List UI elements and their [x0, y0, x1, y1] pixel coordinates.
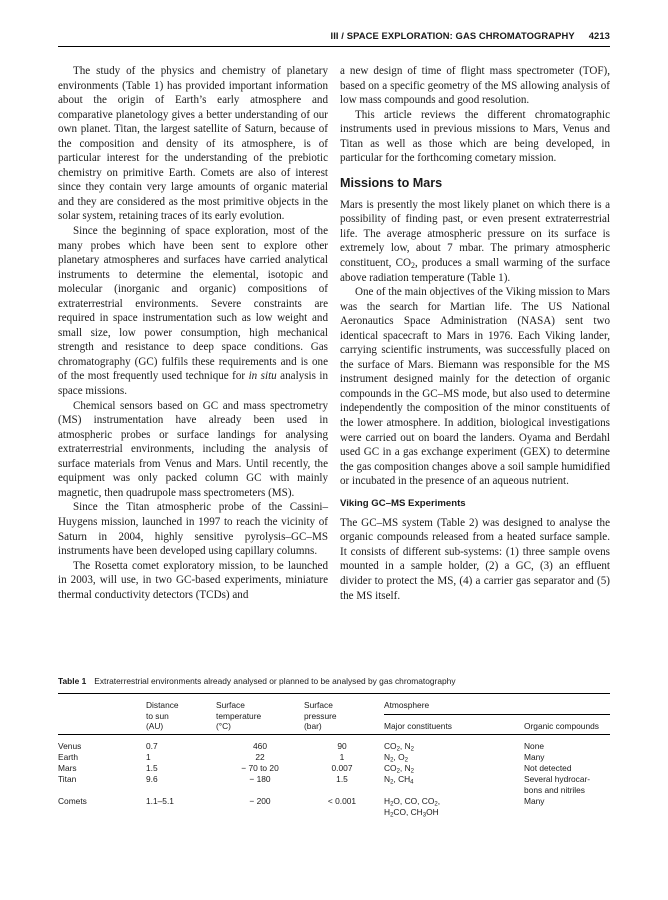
paragraph: a new design of time of flight mass spectrometer (TOF), based on a specific geometry of the MS allowing analysis of low mass compounds and good resolution. — [340, 65, 610, 107]
row-organic: Many — [524, 796, 545, 806]
table-label: Table 1 — [58, 676, 87, 686]
header-rule — [58, 46, 610, 47]
row-name: Titan — [58, 774, 77, 784]
header-line: pressure — [304, 710, 337, 721]
section-title: III / SPACE EXPLORATION: GAS CHROMATOGRAPHY — [330, 30, 575, 41]
paragraph-text: Since the beginning of space exploration, most of the many probes which have been sent to explore other planetary atmospheres and surfaces have carried analytical instruments to determine the elemental, isotopic and molecular (inorganic and organic) compositions of extraterrestrial environments. Severe constraints are required in space instrumentation such as low weight and small size, low power consumption, high mechanical strength and resistance to deep space conditions. Gas chromatography (GC) fulfils these requirements and is one of the most frequently used technique for — [58, 225, 328, 383]
row-major: $CO_2$, $N_2$ — [384, 763, 414, 775]
row-organic: Several hydrocar- bons and nitriles — [524, 774, 591, 795]
paragraph: Since the Titan atmospheric probe of the Cassini–Huygens mission, launched in 1997 to reach the vicinity of Saturn in 2004, highly sensitive pyrolysis–GC–MS instruments have been developed using capillary columns. — [58, 501, 328, 558]
subsection-heading: Viking GC–MS Experiments — [340, 497, 466, 509]
paragraph: The GC–MS system (Table 2) was designed to analyse the organic compounds released from a heated surface sample. It consists of different sub-systems: (1) three sample ovens mounted in a sample holder, (2) a GC, (3) an effluent divider to protect the MS, (4) a carrier gas separator and (5) the MS itself. — [340, 516, 610, 602]
paragraph: The study of the physics and chemistry of planetary environments (Table 1) has provided important information about the origin of Earth’s early atmosphere and comparative planetology gives a better understanding of our own planet. Titan, the largest satellite of Saturn, because of the composition and density of its atmosphere, is of particular interest for the understanding of the prebiotic chemistry on primitive Earth. Comets are also of interest since they contain very large amounts of organic material and they are considered as the most primitive objects in the solar system, retaining traces of its early evolution. — [58, 65, 328, 223]
emphasis: in situ — [248, 370, 277, 383]
section-heading: Missions to Mars — [340, 175, 443, 190]
row-distance: 0.7 — [146, 741, 158, 751]
row-temperature: 22 — [255, 752, 265, 762]
row-distance: 1.1–5.1 — [146, 796, 174, 806]
header-line: (AU) — [146, 721, 164, 731]
row-name: Venus — [58, 741, 82, 751]
table-caption — [58, 676, 456, 686]
row-pressure: 0.007 — [331, 763, 353, 773]
table-top-rule — [58, 693, 610, 694]
running-head — [58, 30, 610, 44]
row-temperature: − 200 — [249, 796, 271, 806]
row-name: Earth — [58, 752, 79, 762]
right-column — [340, 64, 610, 603]
paragraph — [340, 198, 610, 285]
row-organic: Not detected — [524, 763, 572, 773]
table-header-rule — [58, 734, 610, 735]
left-column — [58, 64, 328, 602]
row-name: Mars — [58, 763, 77, 773]
row-major: $H_2O$, CO, $CO_2$, $H_2CO$, $CH_3OH$ — [384, 796, 441, 818]
header-pressure — [304, 700, 378, 732]
row-temperature: − 180 — [249, 774, 271, 784]
header-line: (°C) — [216, 721, 231, 731]
row-distance: 1 — [146, 752, 151, 762]
paragraph — [58, 224, 328, 399]
paragraph: The Rosetta comet exploratory mission, to be launched in 2003, will use, in two GC-based experiments, miniature thermal conductivity detectors (TCDs) and — [58, 559, 328, 601]
header-line: temperature — [216, 710, 262, 721]
row-pressure: 1.5 — [336, 774, 348, 784]
header-organic-compounds: Organic compounds — [524, 721, 599, 731]
header-major-constituents: Major constituents — [384, 721, 452, 731]
paragraph: This article reviews the different chromatographic instruments used in previous missions to Mars, Venus and Titan as well as those which are being developed, in particular for the forthcoming cometary mission. — [340, 108, 610, 165]
row-pressure: < 0.001 — [327, 796, 357, 806]
row-distance: 9.6 — [146, 774, 158, 784]
table-caption-text: Extraterrestrial environments already analysed or planned to be analysed by gas chromatography — [94, 676, 456, 686]
paragraph: Chemical sensors based on GC and mass spectrometry (MS) instrumentation have already been used in atmospheric probes or surface landings for analysing extraterrestrial environments, including the analysis of surface materials from Venus and Mars. Until recently, the equipment was only packed column GC with mainly magnetic, then quadrupole mass spectrometers (MS). — [58, 399, 328, 499]
header-temperature — [216, 700, 312, 732]
header-line: to sun — [146, 710, 169, 721]
subscript: 2 — [411, 261, 416, 270]
paragraph-text: Mars is presently the most likely planet on which there is a possibility of finding past, or even present extraterrestrial life. The average atmospheric pressure on its surface is extremely low, about 7 mbar. The primary atmospheric constituent, CO — [340, 198, 610, 270]
row-distance: 1.5 — [146, 763, 158, 773]
row-major: $N_2$, $O_2$ — [384, 752, 408, 764]
paragraph: One of the main objectives of the Viking mission to Mars was the search for Martian life. The US National Aeronautics Space Administration (NASA) sent two identical spacecraft to Mars in 1976. Each Viking lander, carrying scientific instruments, was successfully placed on the surface of Mars. Biemann was responsible for the MS instrument designed mainly for the detection of organic compounds in the GC–MS mode, but also used to determine independently the composition of the minor constituents of the lower atmosphere. In addition, biological investigations were carried out on board the landers. Oyama and Berdahl used GC in a gas exchange experiment (GEX) to determine the gas composition changes above a soil sample humidified or incubated in the presence of an aqueous nutrient. — [340, 286, 610, 488]
row-pressure: 90 — [337, 741, 347, 751]
atmosphere-subrule — [384, 714, 610, 715]
row-name: Comets — [58, 796, 87, 806]
row-temperature: − 70 to 20 — [241, 763, 279, 773]
paragraph-text: , produces a small warming of the surface above radiation temperature (Table 1). — [340, 257, 611, 284]
row-organic: None — [524, 741, 545, 751]
row-organic: Many — [524, 752, 545, 762]
header-line: Surface — [304, 700, 333, 710]
row-temperature: 460 — [253, 741, 267, 751]
row-major: $N_2$, $CH_4$ — [384, 774, 414, 786]
paragraph-text: analysis in space missions. — [58, 370, 328, 398]
page-number: 4213 — [588, 30, 610, 41]
header-line: Surface — [216, 700, 245, 710]
header-line: Distance — [146, 700, 179, 710]
row-major: $CO_2$, $N_2$ — [384, 741, 414, 753]
row-pressure: 1 — [339, 752, 345, 762]
header-atmosphere: Atmosphere — [384, 700, 430, 710]
header-distance — [146, 700, 226, 732]
header-line: (bar) — [304, 721, 322, 731]
